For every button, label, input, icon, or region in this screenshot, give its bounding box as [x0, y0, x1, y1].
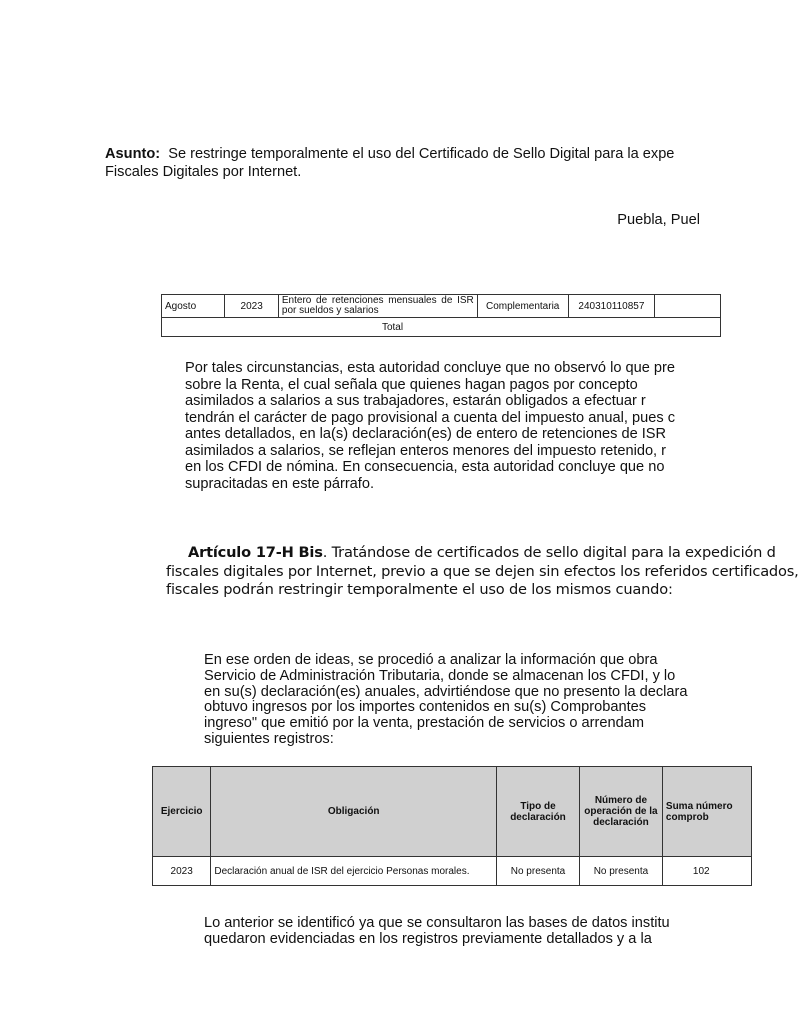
- table-cell-year: 2023: [153, 857, 211, 886]
- paragraph-line: en los CFDI de nómina. En consecuencia, esta autoridad concluye que no: [185, 459, 665, 475]
- table-header-row: [153, 767, 752, 857]
- table-row: [162, 295, 721, 318]
- subject-text-line-2: Fiscales Digitales por Internet.: [105, 163, 302, 180]
- table-cell-month: Agosto: [162, 295, 225, 318]
- paragraph-line: Servicio de Administración Tributaria, donde se almacenan los CFDI, y lo: [204, 667, 676, 684]
- paragraph-line: sobre la Renta, el cual señala que quienes hagan pagos por concepto: [185, 376, 638, 393]
- table-cell-obligation: Declaración anual de ISR del ejercicio Personas morales.: [211, 857, 497, 886]
- header-numero-operacion: Número de operación de la declaración: [579, 767, 662, 857]
- table-cell-year: 2023: [225, 295, 278, 318]
- paragraph-line: quedaron evidenciadas en los registros previamente detallados y a la: [204, 931, 652, 947]
- paragraph-line: ingreso" que emitió por la venta, prestación de servicios o arrendam: [204, 715, 644, 732]
- annual-declaration-table: [152, 766, 733, 886]
- paragraph-line: supracitadas en este párrafo.: [185, 475, 375, 492]
- retentions-table: [161, 294, 701, 346]
- paragraph-line: Lo anterior se identificó ya que se consultaron las bases de datos institu: [204, 915, 670, 931]
- paragraph-line: siguientes registros:: [204, 730, 334, 747]
- subject-label: Asunto:: [105, 146, 161, 162]
- header-suma-comprobantes: Suma número comprob: [662, 767, 751, 857]
- paragraph-line: antes detallados, en la(s) declaración(es) de entero de retenciones de ISR: [185, 426, 667, 442]
- article-line-3: fiscales podrán restringir temporalmente el uso de los mismos cuando:: [166, 581, 673, 598]
- table-row: [153, 857, 752, 886]
- table-cell-type: Complementaria: [477, 295, 568, 318]
- table-cell-count: 102: [662, 857, 751, 886]
- article-title: Artículo 17-H Bis: [188, 544, 323, 561]
- paragraph-analysis: [204, 653, 701, 748]
- table-cell-type: No presenta: [497, 857, 580, 886]
- place-date: Puebla, Puel: [617, 212, 700, 228]
- header-tipo-declaracion: Tipo de declaración: [497, 767, 580, 857]
- table-cell-operation-number: No presenta: [579, 857, 662, 886]
- article-line-2: fiscales digitales por Internet, previo a que se dejen sin efectos los referidos certificados,: [166, 562, 799, 580]
- paragraph-line: en su(s) declaración(es) anuales, advirtiéndose que no presento la declara: [204, 683, 688, 700]
- table-cell-amount: [655, 295, 721, 318]
- table-total-label: Total: [162, 318, 721, 337]
- subject-text-line-1: Se restringe temporalmente el uso del Certificado de Sello Digital para la expe: [168, 146, 675, 162]
- paragraph-identification: [204, 915, 701, 947]
- paragraph-line: asimilados a salarios, se reflejan enteros menores del impuesto retenido, r: [185, 442, 667, 459]
- subject-block: [105, 146, 705, 181]
- paragraph-line: obtuvo ingresos por los importes contenidos en su(s) Comprobantes: [204, 699, 647, 716]
- paragraph-conclusion: [185, 360, 701, 492]
- table-cell-operation-number: 240310110857: [568, 295, 655, 318]
- table-total-row: [162, 318, 721, 337]
- table-cell-obligation: Entero de retenciones mensuales de ISR por sueldos y salarios: [278, 295, 477, 318]
- article-quote: [166, 544, 799, 600]
- header-obligacion: Obligación: [211, 767, 497, 857]
- paragraph-line: Por tales circunstancias, esta autoridad concluye que no observó lo que pre: [185, 360, 675, 376]
- paragraph-line: tendrán el carácter de pago provisional a cuenta del impuesto anual, pues c: [185, 409, 676, 426]
- article-line-1: . Tratándose de certificados de sello digital para la expedición d: [322, 544, 776, 561]
- paragraph-line: En ese orden de ideas, se procedió a analizar la información que obra: [204, 652, 658, 668]
- paragraph-line: asimilados a salarios a sus trabajadores, estarán obligados a efectuar r: [185, 393, 646, 409]
- header-ejercicio: Ejercicio: [153, 767, 211, 857]
